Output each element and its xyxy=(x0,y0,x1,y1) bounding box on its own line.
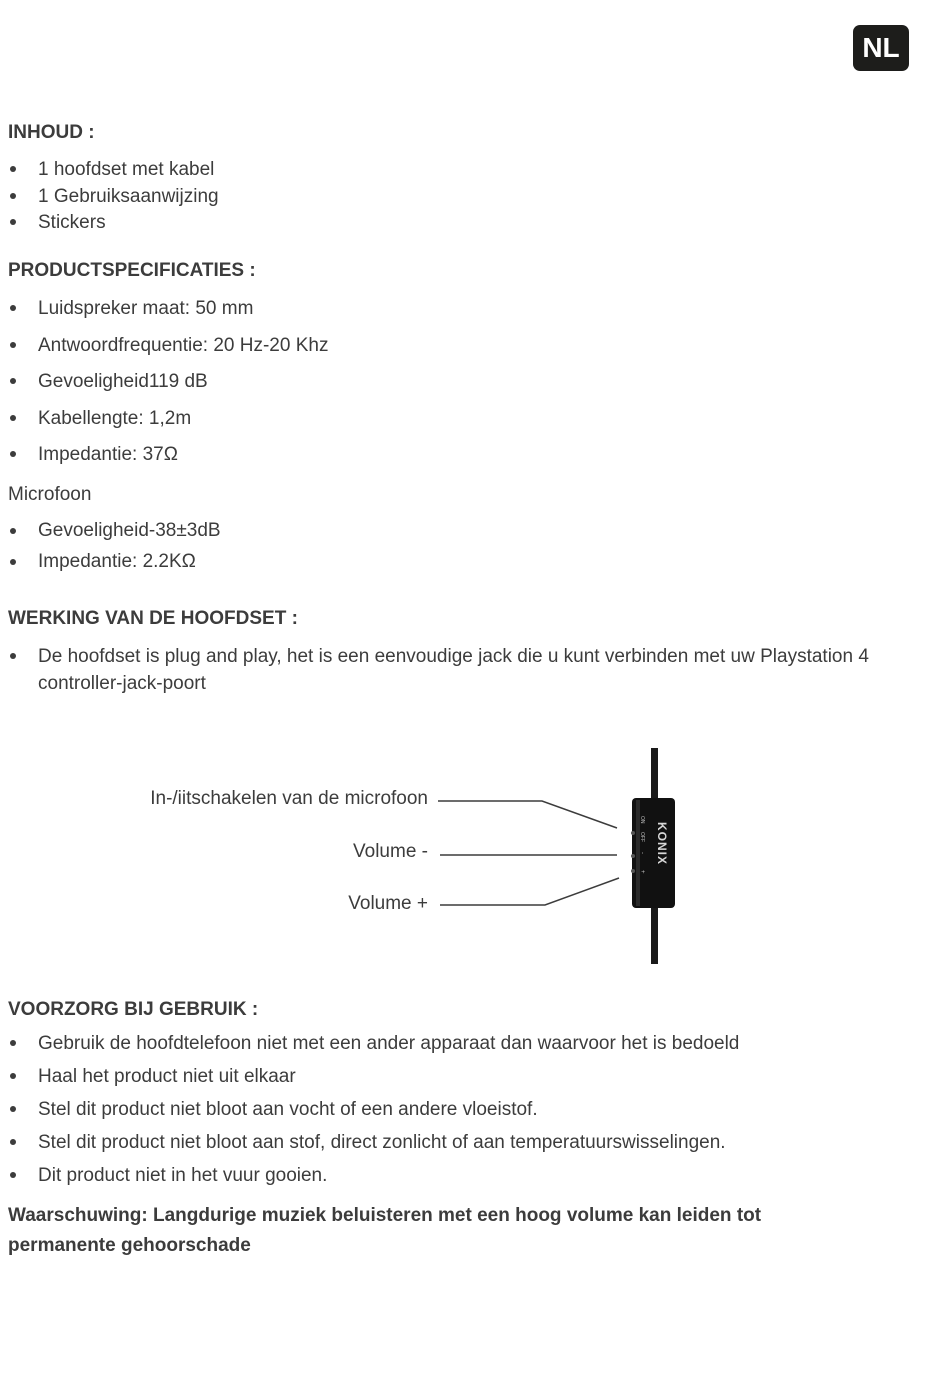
inhoud-list xyxy=(8,157,219,237)
hearing-warning: Waarschuwing: Langdurige muziek beluisteren met een hoog volume kan leiden tot permanente gehoorschade xyxy=(8,1205,762,1256)
list-item: Impedantie: 37Ω xyxy=(8,437,328,474)
callout-volume-down: Volume - xyxy=(353,841,428,862)
list-item: Impedantie: 2.2KΩ xyxy=(8,547,221,578)
mic-switch xyxy=(631,831,635,835)
plus-label: + xyxy=(639,870,645,874)
volume-down-button xyxy=(631,854,635,858)
list-item: Stickers xyxy=(8,210,219,237)
list-item: Gevoeligheid119 dB xyxy=(8,364,328,401)
switch-on-label: ON xyxy=(639,816,645,824)
list-item: Kabellengte: 1,2m xyxy=(8,401,328,438)
device-brand-logo: KONIX xyxy=(655,822,669,866)
minus-label: - xyxy=(639,852,645,854)
leader-line-volume-up xyxy=(440,878,619,905)
list-item: 1 hoofdset met kabel xyxy=(8,157,219,184)
cable-top xyxy=(651,748,658,806)
list-item: Luidspreker maat: 50 mm xyxy=(8,291,328,328)
language-badge: NL xyxy=(853,25,909,71)
list-item: De hoofdset is plug and play, het is een eenvoudige jack die u kunt verbinden met uw Playstation 4 controller-jack-poort xyxy=(8,643,918,697)
microphone-list xyxy=(8,516,221,577)
inline-remote-diagram xyxy=(430,740,690,970)
werking-list xyxy=(8,643,918,697)
list-item: 1 Gebruiksaanwijzing xyxy=(8,184,219,211)
inhoud-heading: INHOUD : xyxy=(8,122,95,143)
voorzorg-heading: VOORZORG BIJ GEBRUIK : xyxy=(8,999,259,1020)
leader-line-mic xyxy=(438,801,617,828)
callout-volume-up: Volume + xyxy=(348,893,428,914)
list-item: Stel dit product niet bloot aan stof, direct zonlicht of aan temperatuurswisselingen. xyxy=(8,1126,739,1159)
voorzorg-list xyxy=(8,1027,739,1192)
specs-list xyxy=(8,291,328,474)
list-item: Antwoordfrequentie: 20 Hz-20 Khz xyxy=(8,328,328,365)
specs-heading: PRODUCTSPECIFICATIES : xyxy=(8,260,256,281)
werking-heading: WERKING VAN DE HOOFDSET : xyxy=(8,608,298,629)
switch-off-label: OFF xyxy=(639,832,645,842)
list-item: Stel dit product niet bloot aan vocht of een andere vloeistof. xyxy=(8,1093,739,1126)
microphone-label: Microfoon xyxy=(8,484,92,505)
callout-mic-toggle: In-/iitschakelen van de microfoon xyxy=(150,788,428,809)
list-item: Dit product niet in het vuur gooien. xyxy=(8,1159,739,1192)
volume-up-button xyxy=(631,869,635,873)
list-item: Gebruik de hoofdtelefoon niet met een ander apparaat dan waarvoor het is bedoeld xyxy=(8,1027,739,1060)
list-item: Gevoeligheid-38±3dB xyxy=(8,516,221,547)
cable-bottom xyxy=(651,908,658,964)
list-item: Haal het product niet uit elkaar xyxy=(8,1060,739,1093)
